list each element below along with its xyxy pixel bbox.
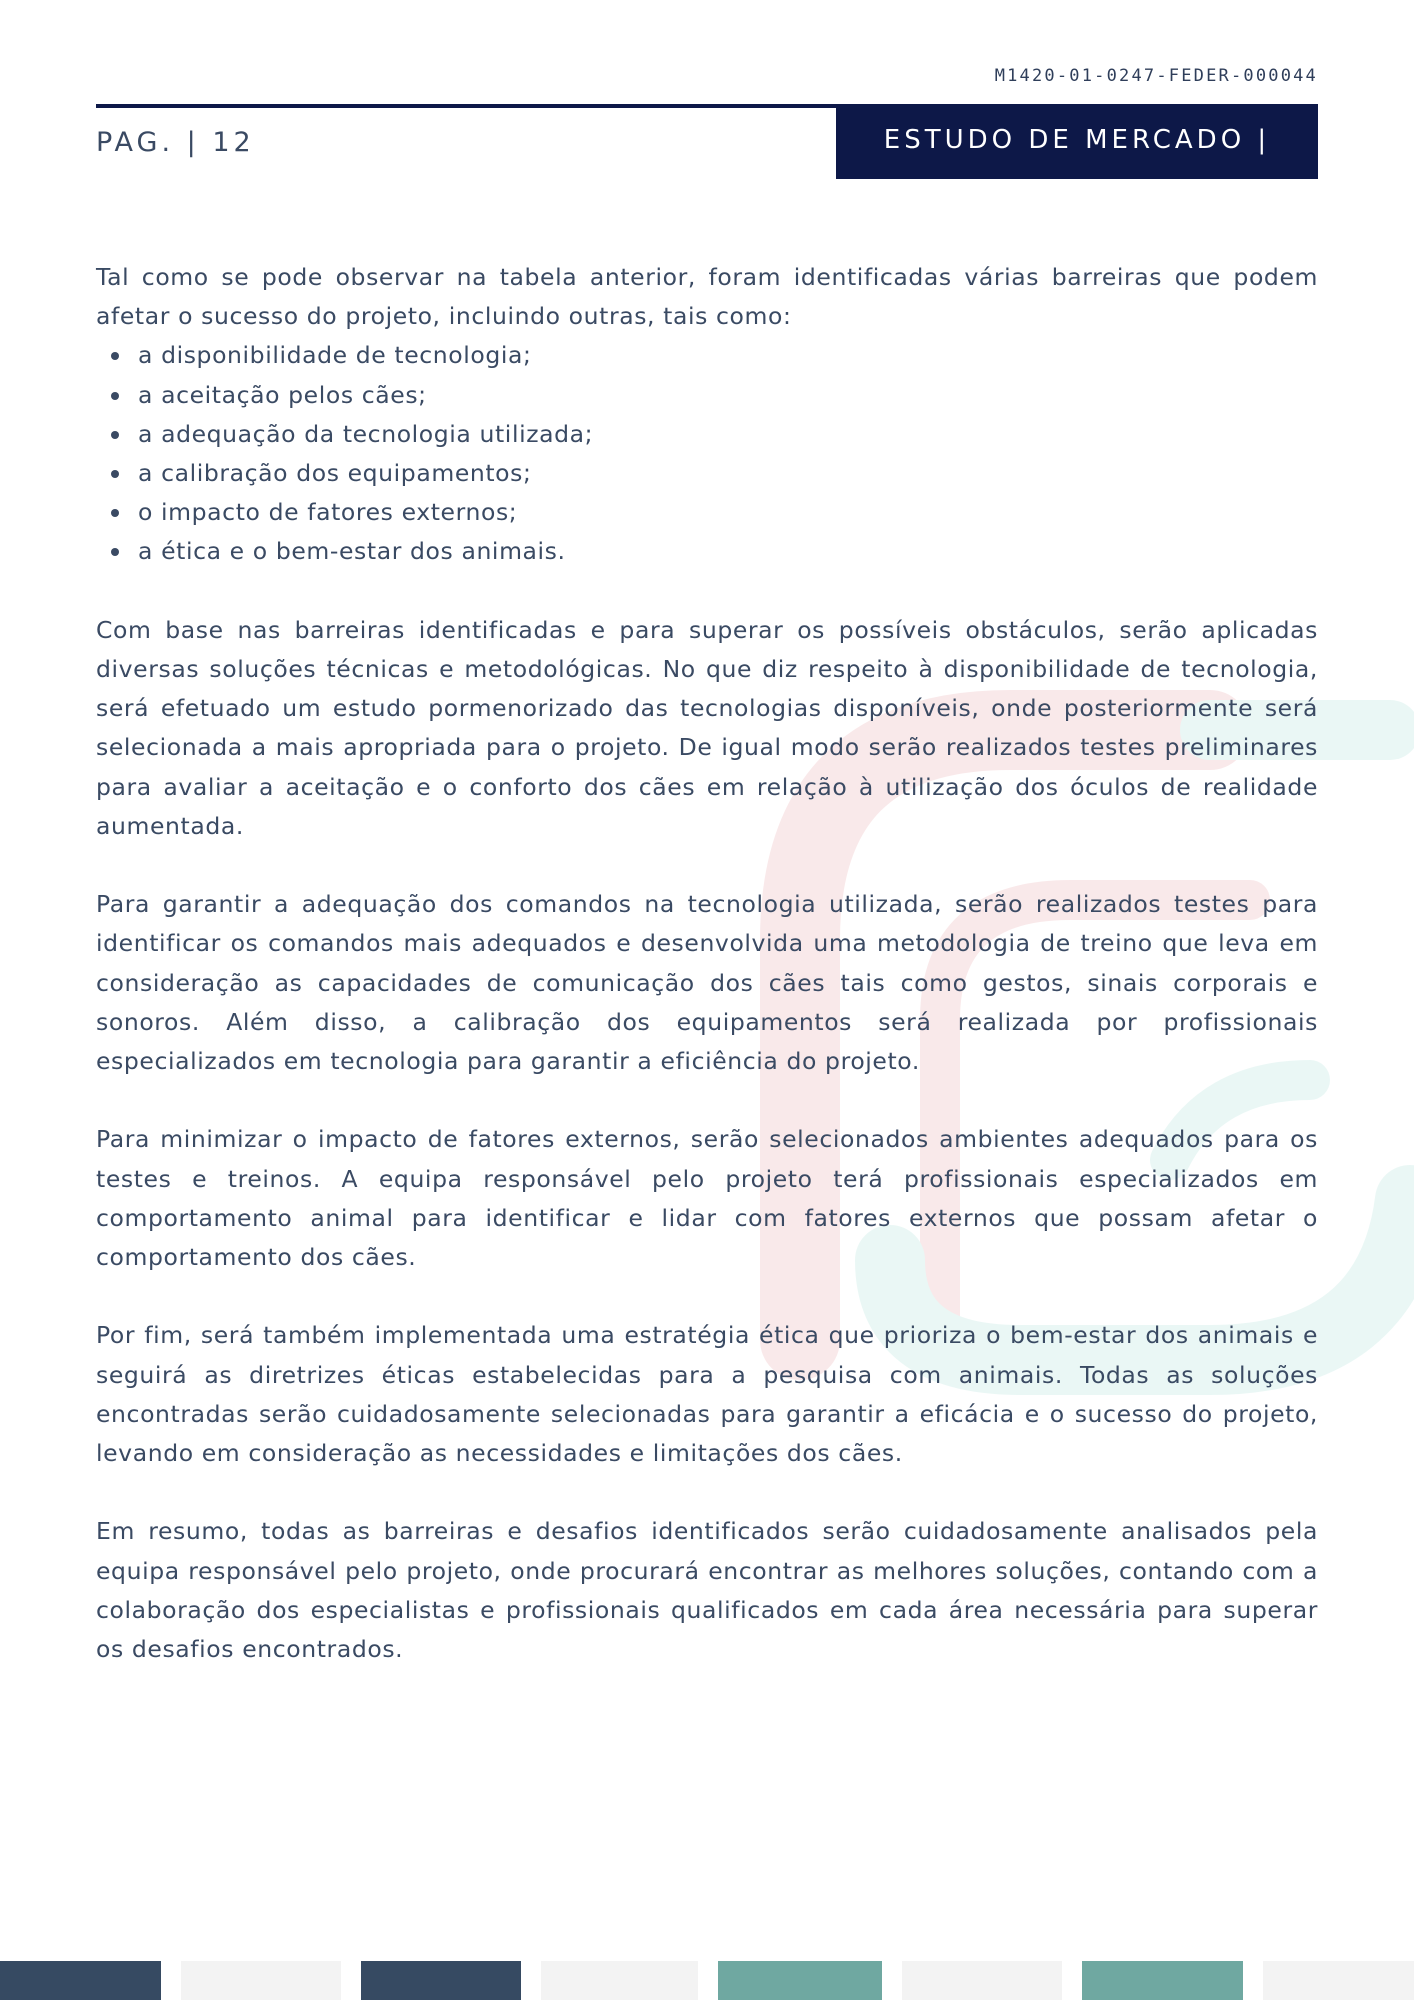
footer-segment (0, 1961, 161, 2000)
list-item-text: a ética e o bem-estar dos animais. (138, 537, 566, 566)
footer-segment (181, 1961, 341, 2000)
list-item-text: a calibração dos equipamentos; (138, 459, 532, 488)
footer-segment (902, 1961, 1062, 2000)
footer-segment (1082, 1961, 1243, 2000)
list-item (96, 532, 1318, 571)
bullet-icon (111, 470, 119, 478)
document-code: M1420-01-0247-FEDER-000044 (994, 66, 1318, 86)
list-item (96, 376, 1318, 415)
page-number: PAG. | 12 (96, 127, 255, 158)
footer-segment (541, 1961, 698, 2000)
body-paragraph: Em resumo, todas as barreiras e desafios identificados serão cuidadosamente analisados pela equipa responsável pelo projeto, onde procurará encontrar as melhores soluções, contando com a colaboração dos especialistas e profissionais qualificados em cada área necessária para superar os desafios encontrados. (96, 1517, 1318, 1664)
bullet-icon (111, 509, 119, 517)
body-paragraph: Para garantir a adequação dos comandos na tecnologia utilizada, serão realizados testes para identificar os comandos mais adequados e desenvolvida uma metodologia de treino que leva em consideração as capacidades de comunicação dos cães tais como gestos, sinais corporais e sonoros. Além disso, a calibração dos equipamentos será realizada por profissionais especializados em tecnologia para garantir a eficiência do projeto. (96, 890, 1318, 1076)
section-title: ESTUDO DE MERCADO | (883, 125, 1271, 155)
section-banner (836, 108, 1318, 179)
list-item (96, 336, 1318, 375)
bullet-icon (111, 392, 119, 400)
list-item (96, 415, 1318, 454)
list-item-text: a aceitação pelos cães; (138, 380, 427, 409)
bullet-icon (111, 431, 119, 439)
footer-segment (718, 1961, 882, 2000)
body-paragraph: Para minimizar o impacto de fatores externos, serão selecionados ambientes adequados para os testes e treinos. A equipa responsável pelo projeto terá profissionais especializados em comportamento animal para identificar e lidar com fatores externos que possam afetar o comportamento dos cães. (96, 1125, 1318, 1272)
bullet-icon (111, 548, 119, 556)
footer-segment (361, 1961, 521, 2000)
list-item-text: a disponibilidade de tecnologia; (138, 341, 532, 370)
body-paragraph: Por fim, será também implementada uma estratégia ética que prioriza o bem-estar dos animais e seguirá as diretrizes éticas estabelecidas para a pesquisa com animais. Todas as soluções encontradas serão cuidadosamente selecionadas para garantir a eficácia e o sucesso do projeto, levando em consideração as necessidades e limitações dos cães. (96, 1321, 1318, 1468)
list-item-text: a adequação da tecnologia utilizada; (138, 419, 594, 448)
list-item (96, 493, 1318, 532)
footer-segment (1263, 1961, 1414, 2000)
bullet-icon (111, 352, 119, 360)
intro-paragraph: Tal como se pode observar na tabela anterior, foram identificadas várias barreiras que podem afetar o sucesso do projeto, incluindo outras, tais como: (96, 263, 1318, 331)
barriers-list (96, 336, 1318, 571)
body-paragraph: Com base nas barreiras identificadas e para superar os possíveis obstáculos, serão aplicadas diversas soluções técnicas e metodológicas. No que diz respeito à disponibilidade de tecnologia, será efetuado um estudo pormenorizado das tecnologias disponíveis, onde posteriormente será selecionada a mais apropriada para o projeto. De igual modo serão realizados testes preliminares para avaliar a aceitação e o conforto dos cães em relação à utilização dos óculos de realidade aumentada. (96, 615, 1318, 840)
list-item (96, 454, 1318, 493)
document-body (96, 258, 1318, 1708)
list-item-text: o impacto de fatores externos; (138, 498, 518, 527)
footer-color-bar (0, 1961, 1414, 2000)
